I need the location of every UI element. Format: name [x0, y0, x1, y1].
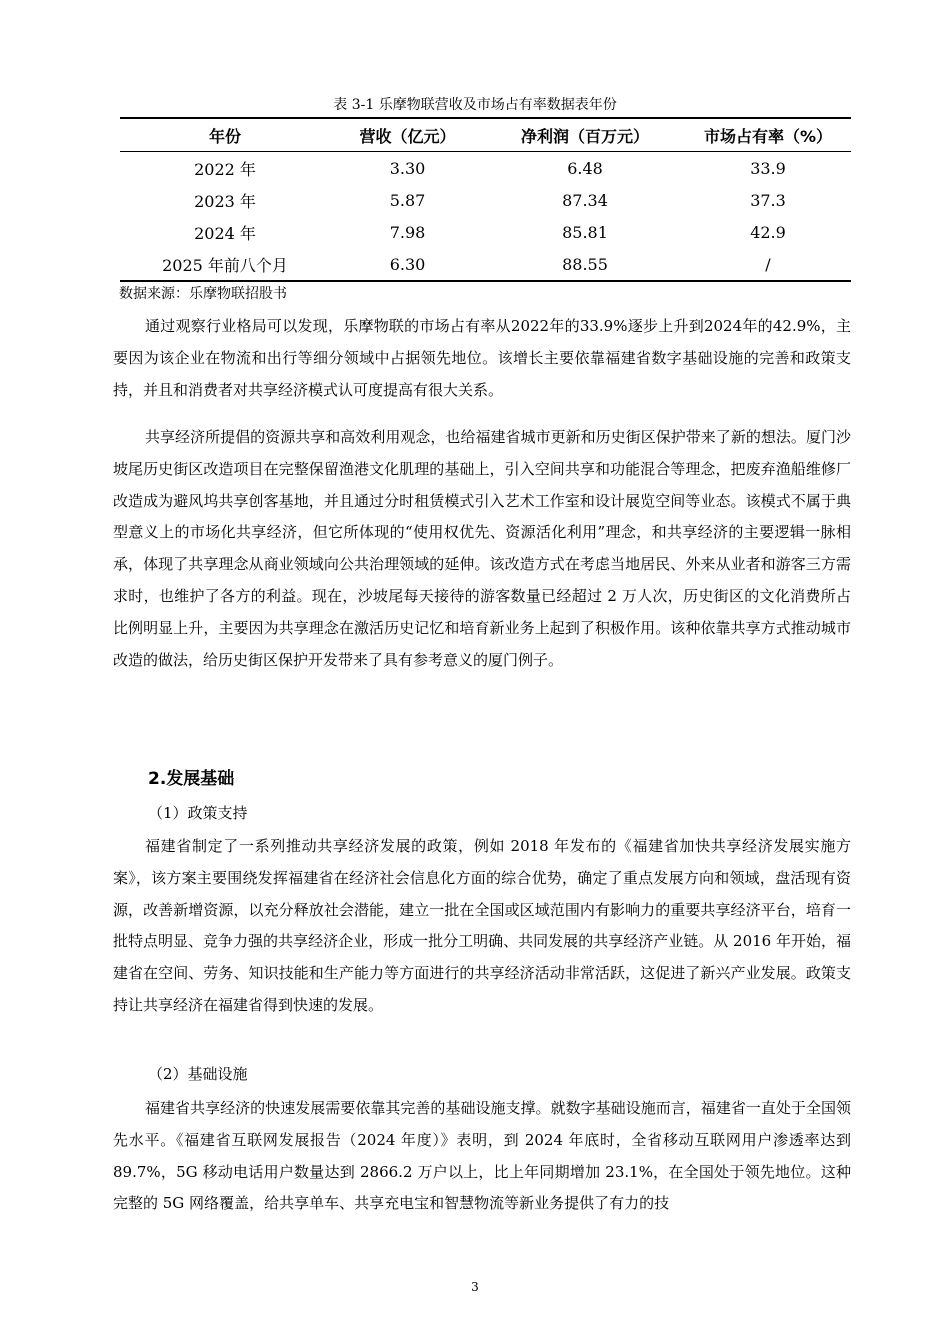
table-cell: 33.9 — [750, 158, 786, 178]
section-heading: 2.发展基础 — [148, 769, 235, 789]
subsection-heading-infrastructure: （2）基础设施 — [148, 1065, 248, 1083]
table-row — [120, 152, 851, 185]
table-source-note: 数据来源：乐摩物联招股书 — [119, 286, 287, 302]
table-cell: 42.9 — [750, 222, 786, 242]
data-table — [120, 117, 851, 282]
table-cell: 37.3 — [750, 190, 786, 210]
table-cell: 2022 年 — [194, 159, 256, 179]
table-caption: 表 3-1 乐摩物联营收及市场占有率数据表年份 — [333, 97, 617, 113]
subsection-heading-policy: （1）政策支持 — [148, 804, 248, 822]
table-row — [120, 184, 851, 216]
column-header: 年份 — [120, 118, 330, 152]
table-row — [120, 248, 851, 281]
column-header: 净利润（百万元） — [485, 118, 685, 152]
paragraph-policy: 福建省制定了一系列推动共享经济发展的政策，例如 2018 年发布的《福建省加快共享经济发展实施方案》，该方案主要围绕发挥福建省在经济社会信息化方面的综合优势，确定了重点发展方向和领域，盘活现有资源，改善新增资源，以充分释放社会潜能，建立一批在全国或区域范围内有影响力的重要共享经济平台，培育一批特点明显、竞争力强的共享经济企业，形成一批分工明确、共同发展的共享经济产业链。从 2016 年开始，福建省在空间、劳务、知识技能和生产能力等方面进行的共享经济活动非常活跃，这促进了新兴产业发展。政策支持让共享经济在福建省得到快速的发展。 — [113, 837, 851, 1014]
paragraph-shapowei: 共享经济所提倡的资源共享和高效利用观念，也给福建省城市更新和历史街区保护带来了新的想法。厦门沙坡尾历史街区改造项目在完整保留渔港文化肌理的基础上，引入空间共享和功能混合等理念，把废弃渔船维修厂改造成为避风坞共享创客基地，并且通过分时租赁模式引入艺术工作室和设计展览空间等业态。该模式不属于典型意义上的市场化共享经济，但它所体现的“使用权优先、资源活化利用”理念，和共享经济的主要逻辑一脉相承，体现了共享理念从商业领域向公共治理领域的延伸。该改造方式在考虑当地居民、外来从业者和游客三方需求时，也维护了各方的利益。现在，沙坡尾每天接待的游客数量已经超过 2 万人次，历史街区的文化消费所占比例明显上升，主要因为共享理念在激活历史记忆和培育新业务上起到了积极作用。该种依靠共享方式推动城市改造的做法，给历史街区保护开发带来了具有参考意义的厦门例子。 — [113, 428, 851, 669]
table-cell: / — [685, 248, 851, 281]
table-cell: 6.48 — [567, 158, 603, 178]
page-number: 3 — [471, 1280, 479, 1294]
table-header-row — [120, 118, 851, 152]
column-header: 市场占有率（%） — [685, 118, 851, 152]
table-cell: 6.30 — [330, 248, 485, 281]
column-header: 营收（亿元） — [330, 118, 485, 152]
table-cell: 3.30 — [389, 158, 426, 178]
table-cell: 87.34 — [562, 190, 608, 210]
table-row — [120, 216, 851, 248]
table-cell: 7.98 — [389, 222, 426, 242]
paragraph-market-share: 通过观察行业格局可以发现，乐摩物联的市场占有率从2022年的33.9%逐步上升到2024年的42.9%，主要因为该企业在物流和出行等细分领域中占据领先地位。该增长主要依靠福建省数字基础设施的完善和政策支持，并且和消费者对共享经济模式认可度提高有很大关系。 — [113, 317, 851, 399]
table-cell: 88.55 — [485, 248, 685, 281]
table-cell: 2025 年前八个月 — [120, 248, 330, 281]
table-cell: 5.87 — [389, 190, 426, 210]
table-cell: 2023 年 — [194, 191, 256, 211]
paragraph-infrastructure: 福建省共享经济的快速发展需要依靠其完善的基础设施支撑。就数字基础设施而言，福建省一直处于全国领先水平。《福建省互联网发展报告（2024 年度）》表明，到 2024 年底时，全省移动互联网用户渗透率达到 89.7%，5G 移动电话用户数量达到 2866.2 万户以上，比上年同期增加 23.1%，在全国处于领先地位。这种完整的 5G 网络覆盖，给共享单车、共享充电宝和智慧物流等新业务提供了有力的技 — [113, 1099, 851, 1213]
table-cell: 85.81 — [562, 222, 608, 242]
table-cell: 2024 年 — [194, 223, 256, 243]
